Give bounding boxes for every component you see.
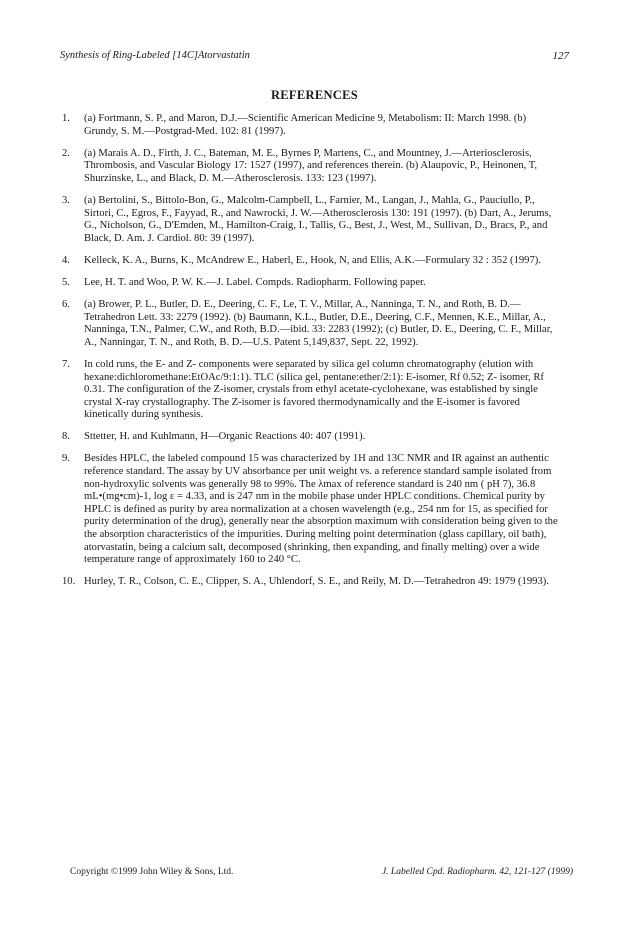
running-header [60,50,569,66]
reference-text: Kelleck, K. A., Burns, K., McAndrew E., Haberl, E., Hook, N, and Ellis, A.K.—Formulary 32 : 352 (1997). [84,254,541,266]
reference-text: Hurley, T. R., Colson, C. E., Clipper, S. A., Uhlendorf, S. E., and Reily, M. D.—Tetrahedron 49: 1979 (1993). [84,576,549,588]
reference-item [62,148,562,186]
reference-text: (a) Brower, P. L., Butler, D. E., Deering, C. F., Le, T. V., Millar, A., Nanninga, T. N., and Roth, B. D.—Tetrahedron Lett. 33: 2279 (1992). (b) Baumann, K.L., Butler, D.E., Deering, C.F., Mennen, K.E., Millar, A., Nanninga, T.N., Palmer, C.W., and Roth, B.D.—ibid. 33: 2283 (1992); (c) Butler, D. E., Deering, C. F., Millar, A., Nanningar, T. N., and Roth, B. D.—U.S. Patent 5,149,837, Sept. 22, 1992). [84,299,553,348]
reference-number: 3. [62,194,70,206]
reference-item [62,299,562,349]
reference-text: In cold runs, the E- and Z- components were separated by silica gel column chromatography (elution with hexane:dichloromethane:EtOAc/9:1:1). TLC (silica gel, pentane:ether/2:1): E-isomer, Rf 0.52; Z- isomer, Rf 0.31. The configuration of the Z-isomer, crystals from ethyl acetate-cyclohexane, was established by single crystal X-ray crystallography. The Z-isomer is favored thermodynamically and the E-isomer is favored kinetically during synthesis. [84,358,544,421]
reference-item [62,113,562,138]
reference-text: Lee, H. T. and Woo, P. W. K.—J. Label. Compds. Radiopharm. Following paper. [84,276,426,288]
reference-item [62,576,562,589]
reference-number: 7. [62,358,70,370]
journal-citation: J. Labelled Cpd. Radiopharm. 42, 121-127 (1999) [381,867,573,877]
running-title: Synthesis of Ring-Labeled [14C]Atorvastatin [60,50,250,61]
reference-item [62,255,562,268]
reference-text: Besides HPLC, the labeled compound 15 was characterized by 1H and 13C NMR and IR against an authentic reference standard. The assay by UV absorbance per unit weight vs. a reference standard sample isolated from non-hydroxylic solvents was generally 98 to 99%. The λmax of reference standard is 240 nm ( pH 7), 36.8 mL•(mg•cm)-1, log ε = 4.33, and is 247 nm in the mobile phase under HPLC conditions. Chemical purity by HPLC is defined as purity by area normalization at a chosen wavelength (e.g., 254 nm for 15, as specified for purity determination of the drug), generally near the absorption maximum with consideration being given to the the absorption characteristics of the impurities. During melting point determination (glass capillary, oil bath), atorvastatin, being a calcium salt, decomposed (shrinking, then expanding, and finally melting) over a wide temperature range of approximately 160 to 240 °C. [84,453,558,566]
reference-number: 5. [62,276,70,288]
page-number: 127 [552,50,569,62]
reference-text: Sttetter, H. and Kuhlmann, H—Organic Reactions 40: 407 (1991). [84,431,366,443]
reference-item [62,277,562,290]
reference-number: 9. [62,453,70,465]
reference-item [62,431,562,444]
reference-item [62,195,562,245]
reference-number: 6. [62,299,70,311]
reference-number: 10. [62,576,76,588]
section-title: REFERENCES [270,88,359,102]
reference-number: 2. [62,147,70,159]
reference-number: 8. [62,431,70,443]
reference-text: (a) Bertolini, S., Bittolo-Bon, G., Malcolm-Campbell, L., Farnier, M., Langan, J., Mahla, G., Pauciullo, P., Sirtori, C., Egros, F., Fayyad, R., and Nawrocki, J. W.—Atherosclerosis 130: 191 (1997). (b) Dart, A., Jerums, G., Nicholson, G., D'Emden, M., Hamilton-Craig, I., Tallis, G., Best, J., West, M., Sullivan, D., Bracs, P., and Black, D. Am. J. Cardiol. 80: 39 (1997). [84,194,552,244]
reference-text: (a) Fortmann, S. P., and Maron, D.J.—Scientific American Medicine 9, Metabolism: II: March 1998. (b) Grundy, S. M.—Postgrad-Med. 102: 81 (1997). [84,113,527,137]
copyright-notice: Copyright ©1999 John Wiley & Sons, Ltd. [70,867,234,877]
reference-text: (a) Marais A. D., Firth, J. C., Bateman, M. E., Byrnes P, Martens, C., and Mountney, J.—Arteriosclerosis, Thrombosis, and Vascular Biology 17: 1527 (1997), and references therein. (b) Alaupovic, P., Heinonen, T, Shurzinske, L., and Black, D. M.—Atherosclerosis. 133: 123 (1997). [84,147,538,184]
reference-item [62,359,562,422]
reference-number: 4. [62,254,70,266]
reference-number: 1. [62,113,70,124]
reference-list [62,113,562,598]
reference-item [62,453,562,566]
